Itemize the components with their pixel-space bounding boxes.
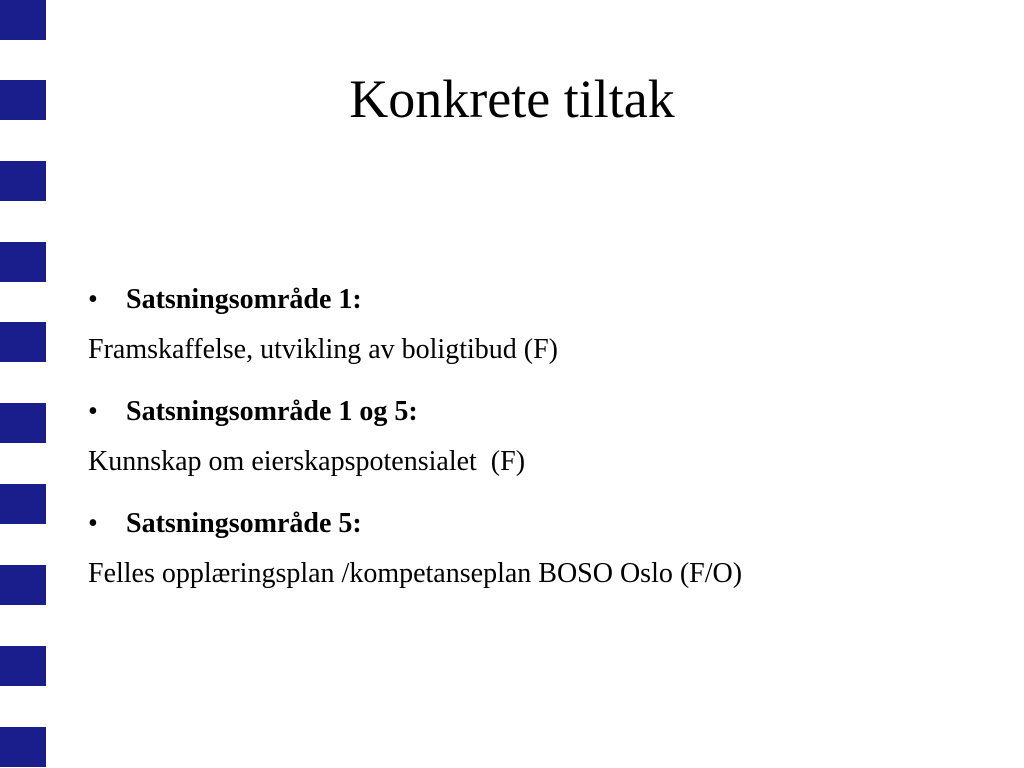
stripe-block <box>0 727 46 767</box>
list-item-text: Kunnskap om eierskapspotensialet (F) <box>88 446 526 477</box>
bullet-list <box>88 282 988 618</box>
stripe-block <box>0 565 46 605</box>
list-item-heading-line <box>88 506 988 542</box>
stripe-block <box>0 0 46 40</box>
stripe-block <box>0 322 46 362</box>
list-item-text: Felles opplæringsplan /kompetanseplan BOSO Oslo (F/O) <box>88 558 743 589</box>
list-item-heading: Satsningsområde 5: <box>126 508 362 539</box>
slide-title: Konkrete tiltak <box>349 69 675 129</box>
list-item <box>88 282 988 368</box>
list-item-heading-line <box>88 282 988 318</box>
list-item-heading: Satsningsområde 1: <box>126 284 362 315</box>
bullet-icon: • <box>88 508 98 539</box>
list-item-heading: Satsningsområde 1 og 5: <box>126 396 418 427</box>
bullet-icon: • <box>88 284 98 315</box>
stripe-block <box>0 403 46 443</box>
stripe-block <box>0 484 46 524</box>
list-item-heading-line <box>88 394 988 430</box>
stripe-block <box>0 242 46 282</box>
stripe-block <box>0 646 46 686</box>
list-item <box>88 394 988 480</box>
bullet-icon: • <box>88 396 98 427</box>
list-item <box>88 506 988 592</box>
list-item-text: Framskaffelse, utvikling av boligtibud (F) <box>88 334 558 365</box>
stripe-block <box>0 161 46 201</box>
